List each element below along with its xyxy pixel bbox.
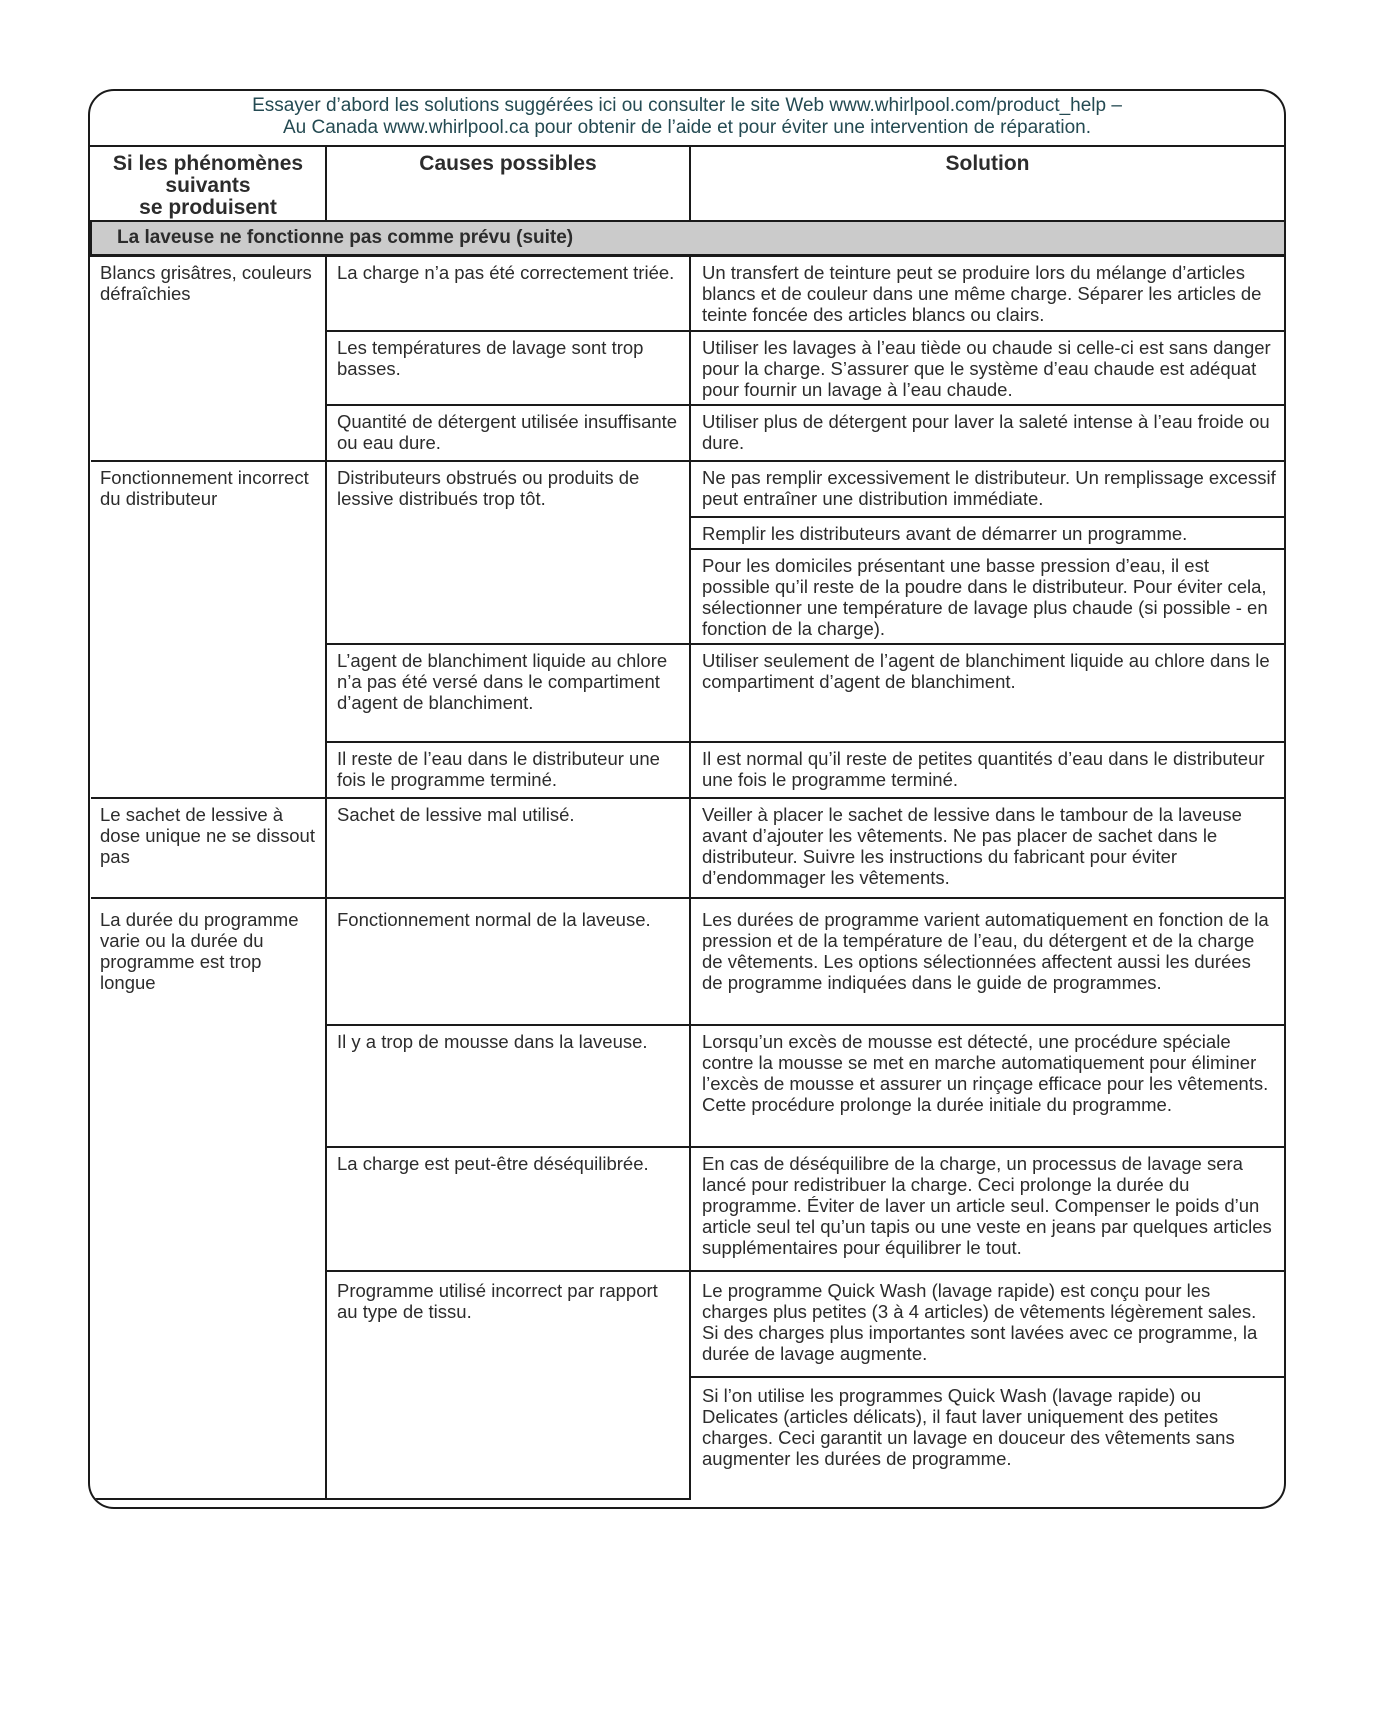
symptom-header-line-2: suivants	[165, 174, 251, 197]
cause-cell: Programme utilisé incorrect par rapport au type de tissu.	[326, 1271, 690, 1499]
symptom-cell: Blancs grisâtres, couleurs défraîchies	[91, 255, 326, 461]
symptom-cell: Le sachet de lessive à dose unique ne se dissout pas	[91, 798, 326, 898]
intro-line-2: Au Canada www.whirlpool.ca pour obtenir de l’aide et pour éviter une intervention de réparation.	[283, 117, 1091, 138]
symptom-cell: Fonctionnement incorrect du distributeur	[91, 461, 326, 798]
troubleshooting-table-frame	[88, 89, 1286, 1509]
section-title: La laveuse ne fonctionne pas comme prévu (suite)	[91, 221, 1284, 255]
intro-note	[90, 91, 1284, 147]
table-row	[91, 255, 1284, 331]
troubleshooting-table	[90, 147, 1284, 1500]
solution-cell: Utiliser plus de détergent pour laver la saleté intense à l’eau froide ou dure.	[690, 405, 1284, 461]
solution-cell: Veiller à placer le sachet de lessive dans le tambour de la laveuse avant d’ajouter les vêtements. Ne pas placer de sachet dans le distributeur. Suivre les instructions du fabricant pour éviter d’endommager les vêtements.	[690, 798, 1284, 898]
solution-column-header: Solution	[690, 147, 1284, 221]
cause-cell: Il reste de l’eau dans le distributeur une fois le programme terminé.	[326, 742, 690, 798]
symptom-header-line-1: Si les phénomènes	[112, 152, 304, 175]
section-row	[91, 221, 1284, 255]
cause-cell: Les températures de lavage sont trop basses.	[326, 331, 690, 405]
table-row	[91, 461, 1284, 517]
cause-cell: Fonctionnement normal de la laveuse.	[326, 898, 690, 1025]
cause-cell: L’agent de blanchiment liquide au chlore n’a pas été versé dans le compartiment d’agent de blanchiment.	[326, 644, 690, 742]
cause-cell: Distributeurs obstrués ou produits de lessive distribués trop tôt.	[326, 461, 690, 644]
intro-line-1: Essayer d’abord les solutions suggérées ici ou consulter le site Web www.whirlpool.com/product_help –	[252, 95, 1122, 116]
solution-cell: Remplir les distributeurs avant de démarrer un programme.	[690, 517, 1284, 549]
solution-cell: En cas de déséquilibre de la charge, un processus de lavage sera lancé pour redistribuer la charge. Ceci prolonge la durée du programme. Éviter de laver un article seul. Compenser le poids d’un article seul tel qu’un tapis ou une veste en jeans par quelques articles supplémentaires pour équilibrer le tout.	[690, 1147, 1284, 1271]
header-row	[91, 147, 1284, 221]
solution-cell: Utiliser seulement de l’agent de blanchiment liquide au chlore dans le compartiment d’agent de blanchiment.	[690, 644, 1284, 742]
table-row	[91, 798, 1284, 898]
table-row	[91, 898, 1284, 1025]
solution-cell: Un transfert de teinture peut se produire lors du mélange d’articles blancs et de couleur dans une même charge. Séparer les articles de teinte foncée des articles blancs ou clairs.	[690, 255, 1284, 331]
solution-cell: Le programme Quick Wash (lavage rapide) est conçu pour les charges plus petites (3 à 4 articles) de vêtements légèrement sales. Si des charges plus importantes sont lavées avec ce programme, la durée de lavage augmente.	[690, 1271, 1284, 1377]
solution-cell: Les durées de programme varient automatiquement en fonction de la pression et de la température de l’eau, du détergent et de la charge de vêtements. Les options sélectionnées affectent aussi les durées de programme indiquées dans le guide de programmes.	[690, 898, 1284, 1025]
solution-cell: Si l’on utilise les programmes Quick Wash (lavage rapide) ou Delicates (articles délicats), il faut laver uniquement des petites charges. Ceci garantit un lavage en douceur des vêtements sans augmenter les durées de programme.	[690, 1377, 1284, 1499]
symptom-column-header	[91, 147, 326, 221]
cause-cell: La charge est peut-être déséquilibrée.	[326, 1147, 690, 1271]
cause-cell: Quantité de détergent utilisée insuffisante ou eau dure.	[326, 405, 690, 461]
cause-cell: Il y a trop de mousse dans la laveuse.	[326, 1025, 690, 1147]
cause-cell: La charge n’a pas été correctement triée.	[326, 255, 690, 331]
solution-cell: Ne pas remplir excessivement le distributeur. Un remplissage excessif peut entraîner une distribution immédiate.	[690, 461, 1284, 517]
solution-cell: Utiliser les lavages à l’eau tiède ou chaude si celle-ci est sans danger pour la charge. S’assurer que le système d’eau chaude est adéquat pour fournir un lavage à l’eau chaude.	[690, 331, 1284, 405]
solution-cell: Pour les domiciles présentant une basse pression d’eau, il est possible qu’il reste de la poudre dans le distributeur. Pour éviter cela, sélectionner une température de lavage plus chaude (si possible - en fonction de la charge).	[690, 549, 1284, 644]
causes-column-header: Causes possibles	[326, 147, 690, 221]
symptom-header-line-3: se produisent	[139, 196, 277, 219]
symptom-cell: La durée du programme varie ou la durée du programme est trop longue	[91, 898, 326, 1499]
solution-cell: Il est normal qu’il reste de petites quantités d’eau dans le distributeur une fois le programme terminé.	[690, 742, 1284, 798]
cause-cell: Sachet de lessive mal utilisé.	[326, 798, 690, 898]
solution-cell: Lorsqu’un excès de mousse est détecté, une procédure spéciale contre la mousse se met en marche automatiquement pour éliminer l’excès de mousse et assurer un rinçage efficace pour les vêtements. Cette procédure prolonge la durée initiale du programme.	[690, 1025, 1284, 1147]
